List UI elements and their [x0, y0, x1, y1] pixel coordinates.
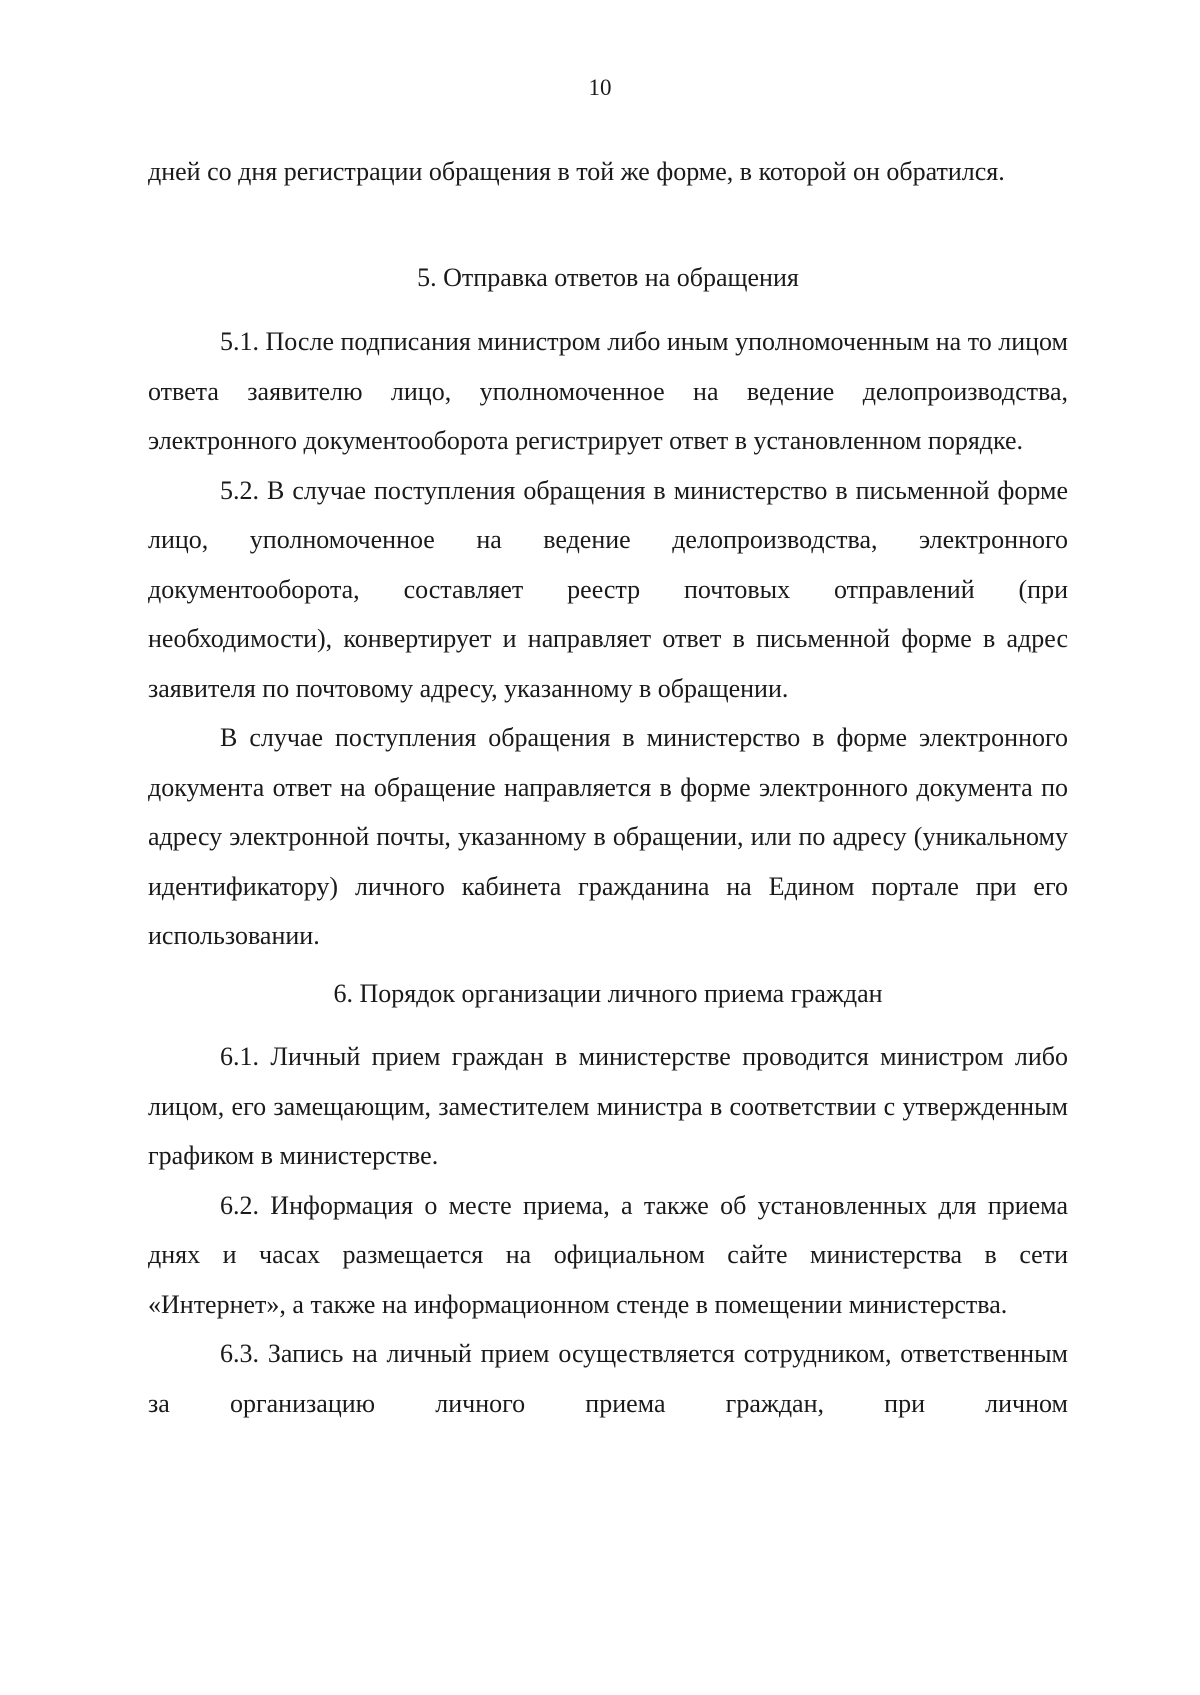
- paragraph-5-2-electronic: В случае поступления обращения в министерство в форме электронного документа ответ на обращение направляется в форме электронного документа по адресу электронной почты, указанному в обращении, или по адресу (уникальному идентификатору) личного кабинета гражданина на Едином портале при его использовании.: [148, 723, 1068, 950]
- section-5-heading: 5. Отправка ответов на обращения: [417, 263, 799, 292]
- page-number: 10: [588, 75, 612, 100]
- section-5-body: [148, 317, 1068, 961]
- continuation-block: [148, 147, 1068, 197]
- paragraph-5-1: 5.1. После подписания министром либо иным уполномоченным на то лицом ответа заявителю лицо, уполномоченное на ведение делопроизводства, электронного документооборота регистрирует ответ в установленном порядке.: [148, 327, 1068, 455]
- paragraph-6-2: 6.2. Информация о месте приема, а также об установленных для приема днях и часах размещается на официальном сайте министерства в сети «Интернет», а также на информационном стенде в помещении министерства.: [148, 1190, 1068, 1319]
- paragraph-5-2: 5.2. В случае поступления обращения в министерство в письменной форме лицо, уполномоченное на ведение делопроизводства, электронного документооборота, составляет реестр почтовых отправлений (при необходимости), конвертирует и направляет ответ в письменной форме в адрес заявителя по почтовому адресу, указанному в обращении.: [148, 475, 1068, 703]
- paragraph-6-1: 6.1. Личный прием граждан в министерстве проводится министром либо лицом, его замещающим, заместителем министра в соответствии с утвержденным графиком в министерстве.: [148, 1042, 1068, 1170]
- paragraph-6-3: 6.3. Запись на личный прием осуществляется сотрудником, ответственным за организацию личного приема граждан, при личном: [148, 1339, 1068, 1418]
- continuation-paragraph: дней со дня регистрации обращения в той же форме, в которой он обратился.: [148, 157, 1005, 186]
- section-6-heading: 6. Порядок организации личного приема граждан: [333, 979, 883, 1008]
- section-5: [148, 253, 1068, 303]
- section-6-body: [148, 1032, 1068, 1428]
- section-6: [148, 969, 1068, 1019]
